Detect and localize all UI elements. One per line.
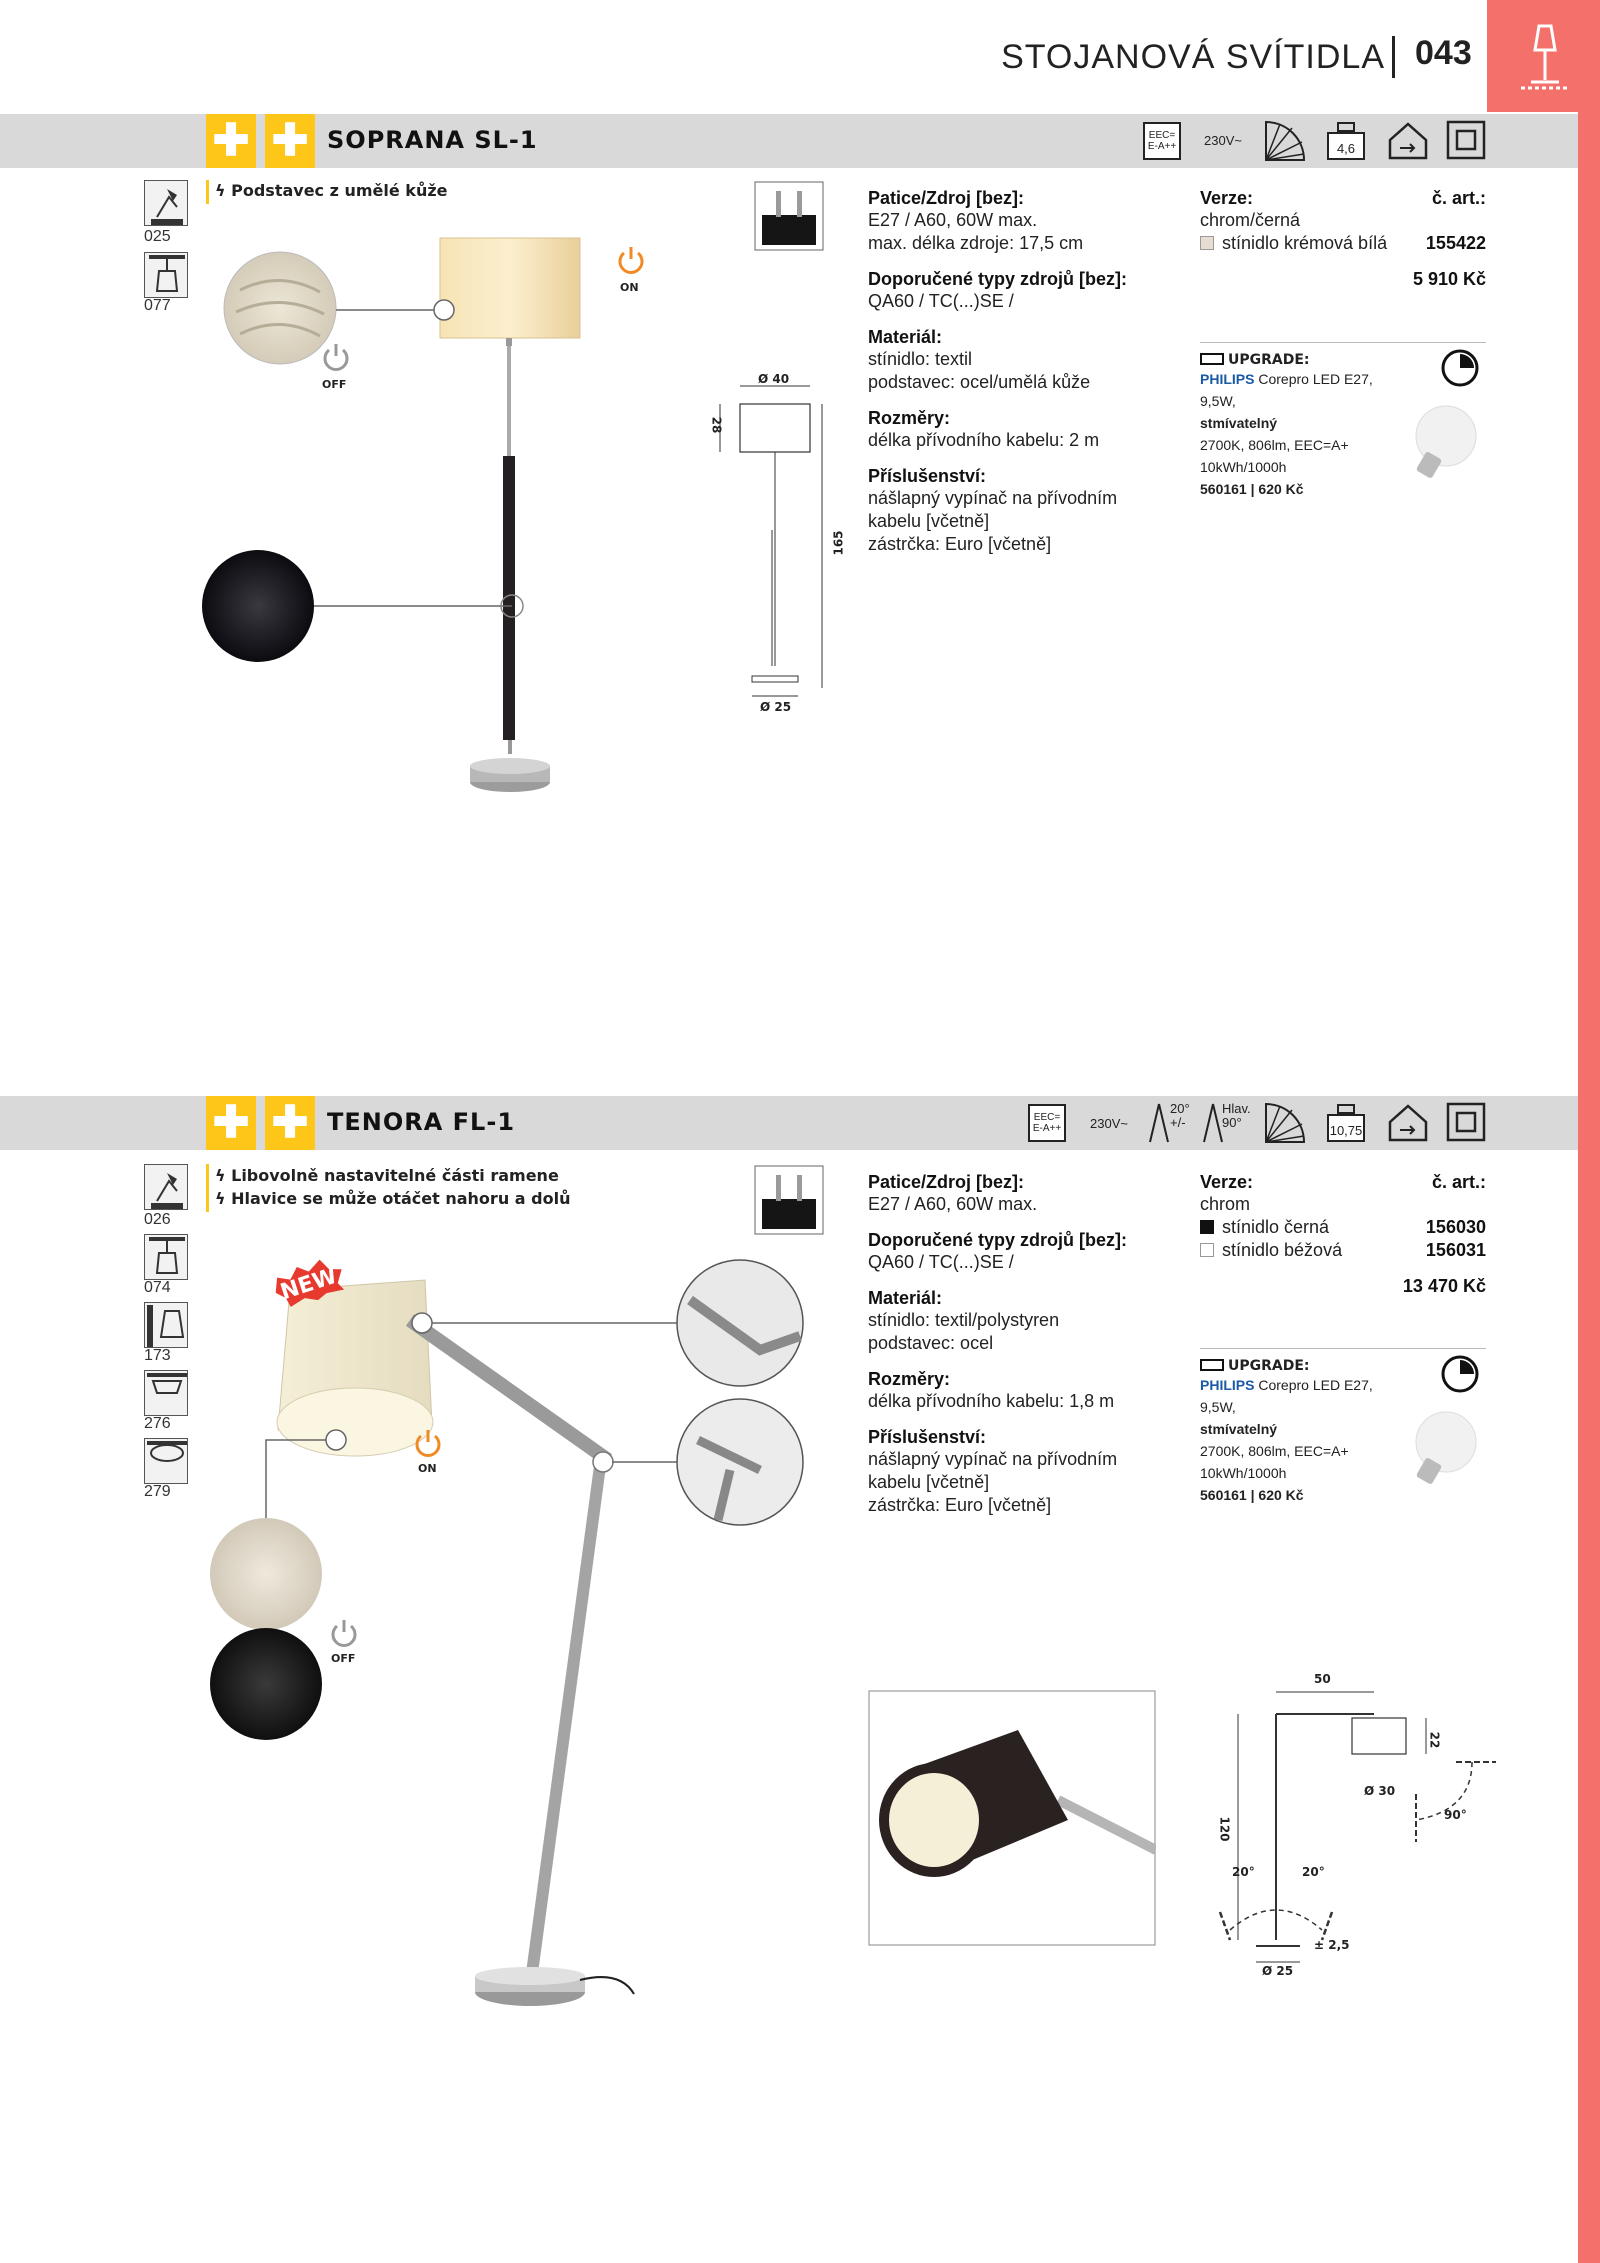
dim-total-height: 120: [1217, 1816, 1232, 1842]
plus-badge: ✚: [265, 114, 315, 168]
article-number: 156031: [1425, 1240, 1486, 1260]
feature-text: ϟ Libovolně nastavitelné části ramene: [215, 1166, 559, 1185]
euro-plug-icon: [754, 1165, 824, 1235]
ref-number: 026: [144, 1211, 171, 1228]
ref-number: 077: [144, 297, 171, 314]
product-name: TENORA FL-1: [327, 1108, 516, 1136]
color-swatch: [1200, 236, 1214, 250]
protection-class-icon: [1446, 1102, 1486, 1142]
variant-row: stínidlo krémová bílá 155422: [1200, 232, 1486, 255]
spec-text: E27 / A60, 60W max.: [868, 1194, 1038, 1214]
plus-badge: ✚: [206, 1096, 256, 1150]
spec-text: zástrčka: Euro [včetně]: [868, 1495, 1052, 1515]
art-label: č. art.:: [1431, 188, 1486, 208]
spec-label: Příslušenství:: [868, 1427, 987, 1447]
spec-text: E27 / A60, 60W max.: [868, 210, 1038, 230]
dim-shade-height: 22: [1427, 1731, 1442, 1749]
spec-label: Rozměry:: [868, 408, 951, 428]
led-upgrade: UPGRADE: PHILIPS Corepro LED E27, 9,5W, stmívatelný 2700K, 806lm, EEC=A+ 10kWh/1000h 560161 | 620 Kč: [1200, 1358, 1373, 1503]
dim-width: 50: [1314, 1672, 1331, 1686]
led-icon: [1200, 1359, 1224, 1371]
dim-base-height: ± 2,5: [1314, 1938, 1350, 1952]
tilt-label: 20° +/-: [1170, 1101, 1190, 1130]
dim-base-diameter: Ø 25: [760, 700, 792, 714]
ref-thumb-ceiling-lamp[interactable]: [144, 1370, 188, 1416]
spec-text: podstavec: ocel/umělá kůže: [868, 372, 1091, 392]
plus-badge: ✚: [206, 114, 256, 168]
art-label: č. art.:: [1431, 1172, 1486, 1192]
dim-angle-left: 20°: [1232, 1865, 1255, 1879]
dim-shade-diameter: Ø 30: [1364, 1784, 1396, 1798]
spec-label: Patice/Zdroj [bez]:: [868, 1172, 1025, 1192]
on-label: ON: [620, 281, 639, 294]
tilt-icon: [1146, 1102, 1172, 1146]
feature-marker: [206, 180, 209, 204]
spec-text: délka přívodního kabelu: 2 m: [868, 430, 1100, 450]
article-number: 155422: [1425, 233, 1486, 253]
protection-class-icon: [1446, 120, 1486, 160]
beam-angle-icon: [1262, 1100, 1308, 1146]
plus-badge: ✚: [265, 1096, 315, 1150]
led-icon: [1200, 353, 1224, 365]
ref-thumb-ceiling-flush[interactable]: [144, 1438, 188, 1484]
spec-text: podstavec: ocel: [868, 1333, 994, 1353]
page-number: 043: [1415, 34, 1472, 72]
voltage-label: 230V~: [1090, 1116, 1128, 1131]
spec-column: [868, 188, 1168, 556]
ref-number: 279: [144, 1483, 171, 1500]
energy-class-icon: EEC= E-A++: [1143, 122, 1181, 160]
ref-thumb-wall-lamp[interactable]: [144, 1302, 188, 1348]
spec-text: QA60 / TC(...)SE /: [868, 291, 1014, 311]
version-column: [1200, 1172, 1486, 1297]
color-swatch: [1200, 1220, 1214, 1234]
power-off-icon: [320, 340, 352, 376]
version-column: [1200, 188, 1486, 290]
price: 13 470 Kč: [1402, 1276, 1486, 1296]
divider: [1200, 1348, 1486, 1349]
dimmable-icon: [1440, 1354, 1480, 1394]
new-badge-text: NEW: [277, 1263, 341, 1306]
chapter-tab: [1487, 0, 1600, 112]
energy-class-icon: EEC= E-A++: [1028, 1104, 1066, 1142]
product-name: SOPRANA SL-1: [327, 126, 538, 154]
dim-base-diameter: Ø 25: [1262, 1964, 1294, 1978]
floor-lamp-icon: [1517, 22, 1573, 92]
ref-thumb-pendant[interactable]: [144, 252, 188, 298]
ref-thumb-pendant[interactable]: [144, 1234, 188, 1280]
ref-thumb-desk-lamp[interactable]: [144, 1164, 188, 1210]
led-bulb-image: [1406, 404, 1482, 484]
ref-number: 276: [144, 1415, 171, 1432]
spec-label: Příslušenství:: [868, 466, 987, 486]
spec-label: Doporučené typy zdrojů [bez]:: [868, 1230, 1128, 1250]
article-number: 156030: [1425, 1217, 1486, 1237]
spec-text: max. délka zdroje: 17,5 cm: [868, 233, 1084, 253]
spec-label: Patice/Zdroj [bez]:: [868, 188, 1025, 208]
version-base: chrom: [1200, 1194, 1251, 1214]
spec-text: kabelu [včetně]: [868, 511, 990, 531]
dimmable-icon: [1440, 348, 1480, 388]
weight-icon: 10,75: [1326, 1101, 1366, 1143]
spec-column: [868, 1172, 1168, 1517]
spec-label: Doporučené typy zdrojů [bez]:: [868, 269, 1128, 289]
dimension-drawing-tenora: [1200, 1690, 1520, 1990]
color-swatch: [1200, 1243, 1214, 1257]
indoor-use-icon: [1386, 1100, 1430, 1144]
feature-marker: [206, 1164, 209, 1212]
power-on-icon: [615, 243, 647, 279]
led-bulb-image: [1406, 1410, 1482, 1490]
feature-text: ϟ Hlavice se může otáčet nahoru a dolů: [215, 1189, 571, 1208]
version-base: chrom/černá: [1200, 210, 1301, 230]
spec-text: stínidlo: textil: [868, 349, 973, 369]
spec-text: nášlapný vypínač na přívodním: [868, 488, 1118, 508]
spec-text: QA60 / TC(...)SE /: [868, 1252, 1014, 1272]
variant-row: stínidlo černá 156030: [1200, 1216, 1486, 1239]
divider: [1200, 342, 1486, 343]
page-edge-bar: [1578, 112, 1600, 2263]
spec-label: Rozměry:: [868, 1369, 951, 1389]
spec-label: Materiál:: [868, 1288, 943, 1308]
dim-angle-right: 20°: [1302, 1865, 1325, 1879]
spec-text: stínidlo: textil/polystyren: [868, 1310, 1060, 1330]
tenora-lamp-photo: [200, 1240, 840, 2030]
led-upgrade: UPGRADE: PHILIPS Corepro LED E27, 9,5W, stmívatelný 2700K, 806lm, EEC=A+ 10kWh/1000h 560161 | 620 Kč: [1200, 352, 1373, 497]
dim-total-height: 165: [831, 530, 846, 556]
beam-angle-icon: [1262, 118, 1308, 164]
euro-plug-icon: [754, 181, 824, 251]
off-label: OFF: [331, 1652, 356, 1665]
spec-text: délka přívodního kabelu: 1,8 m: [868, 1391, 1115, 1411]
dim-top-diameter: Ø 40: [758, 372, 790, 386]
dim-head-angle: 90°: [1444, 1808, 1467, 1822]
version-label: Verze:: [1200, 188, 1254, 208]
power-off-icon: [328, 1616, 360, 1652]
voltage-label: 230V~: [1204, 133, 1242, 148]
page-title: STOJANOVÁ SVÍTIDLA: [1001, 38, 1385, 76]
ref-number: 173: [144, 1347, 171, 1364]
feature-text: ϟ Podstavec z umělé kůže: [215, 181, 448, 200]
spec-label: Materiál:: [868, 327, 943, 347]
head-rotation-label: Hlav. 90°: [1222, 1101, 1251, 1130]
spec-text: nášlapný vypínač na přívodním: [868, 1449, 1118, 1469]
off-label: OFF: [322, 378, 347, 391]
version-label: Verze:: [1200, 1172, 1254, 1192]
detail-photo-black-shade: [868, 1690, 1156, 1946]
philips-logo: PHILIPS: [1200, 371, 1255, 387]
dim-shade-height: 28: [709, 416, 724, 434]
title-divider: [1392, 36, 1395, 78]
soprana-lamp-photo: [200, 230, 660, 810]
ref-number: 074: [144, 1279, 171, 1296]
spec-text: kabelu [včetně]: [868, 1472, 990, 1492]
indoor-use-icon: [1386, 118, 1430, 162]
spec-text: zástrčka: Euro [včetně]: [868, 534, 1052, 554]
power-on-icon: [412, 1426, 444, 1462]
ref-number: 025: [144, 228, 171, 245]
ref-thumb-desk-lamp[interactable]: [144, 180, 188, 226]
philips-logo: PHILIPS: [1200, 1377, 1255, 1393]
variant-row: stínidlo béžová 156031: [1200, 1239, 1486, 1262]
weight-icon: 4,6: [1326, 119, 1366, 161]
on-label: ON: [418, 1462, 437, 1475]
price: 5 910 Kč: [1412, 269, 1486, 289]
